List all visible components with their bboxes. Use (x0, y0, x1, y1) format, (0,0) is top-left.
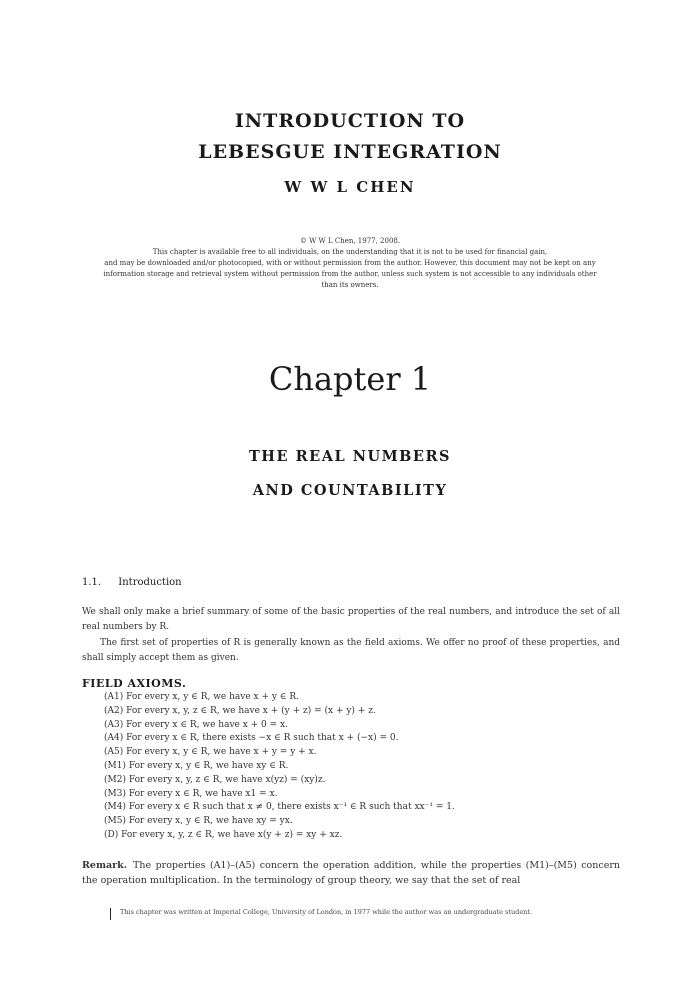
axiom-list (104, 691, 455, 843)
author: W W L CHEN (284, 178, 416, 196)
chapter-title (0, 440, 700, 508)
axiom-item: (M4) For every x ∈ R such that x ≠ 0, there exists x⁻¹ ∈ R such that xx⁻¹ = 1. (104, 802, 455, 813)
remark (82, 858, 620, 888)
axiom-item: (D) For every x, y, z ∈ R, we have x(y + z) = xy + xz. (104, 829, 343, 840)
copyright-line-1: © W W L Chen, 1977, 2008. (299, 237, 401, 245)
footnote-marker (110, 908, 111, 920)
book-title-line-2: LEBESGUE INTEGRATION (198, 141, 502, 163)
book-title (0, 106, 700, 168)
paragraph-2: The first set of properties of R is generally known as the field axioms. We offer no proof of these properties, and shall simply accept them as given. (82, 638, 620, 663)
axiom-item: (M3) For every x ∈ R, we have x1 = x. (104, 788, 278, 799)
remark-label: Remark. (82, 860, 128, 871)
axiom-item: (M2) For every x, y, z ∈ R, we have x(yz) = (xy)z. (104, 774, 326, 785)
axiom-item: (A5) For every x, y ∈ R, we have x + y = y + x. (104, 747, 317, 758)
chapter-title-line-2: AND COUNTABILITY (252, 482, 448, 499)
chapter-label: Chapter 1 (268, 360, 432, 398)
axiom-item: (M1) For every x, y ∈ R, we have xy ∈ R. (104, 760, 289, 771)
axioms-heading: FIELD AXIOMS. (82, 677, 187, 690)
copyright-line-3: and may be downloaded and/or photocopied, with or without permission from the author. However, this document may not be kept on any information storage and retrieval system without permission from the author, unless such system is not accessible to any individuals other than its owners. (103, 259, 597, 289)
axiom-item: (A1) For every x, y ∈ R, we have x + y ∈ R. (104, 692, 299, 702)
axiom-item: (A4) For every x ∈ R, there exists −x ∈ R such that x + (−x) = 0. (104, 733, 399, 744)
footnote: This chapter was written at Imperial College, University of London, in 1977 while the author was an undergraduate student. (120, 908, 533, 916)
copyright-line-2: This chapter is available free to all individuals, on the understanding that it is not to be used for financial gain, (152, 248, 548, 256)
remark-text: The properties (A1)–(A5) concern the operation addition, while the properties (M1)–(M5) concern the operation multiplication. In the terminology of group theory, we say that the set of real (82, 860, 620, 886)
section-heading (82, 577, 182, 588)
axiom-item: (A3) For every x ∈ R, we have x + 0 = x. (104, 719, 288, 730)
section-title: Introduction (118, 577, 182, 588)
copyright-notice (0, 236, 700, 291)
book-title-line-1: INTRODUCTION TO (234, 110, 466, 132)
section-number: 1.1. (82, 577, 102, 588)
axiom-item: (M5) For every x, y ∈ R, we have xy = yx. (104, 816, 293, 827)
axiom-item: (A2) For every x, y, z ∈ R, we have x + (y + z) = (x + y) + z. (104, 705, 376, 716)
chapter-title-line-1: THE REAL NUMBERS (249, 448, 451, 465)
paragraph-1: We shall only make a brief summary of some of the basic properties of the real numbers, and introduce the set of all real numbers by R. (82, 607, 620, 632)
